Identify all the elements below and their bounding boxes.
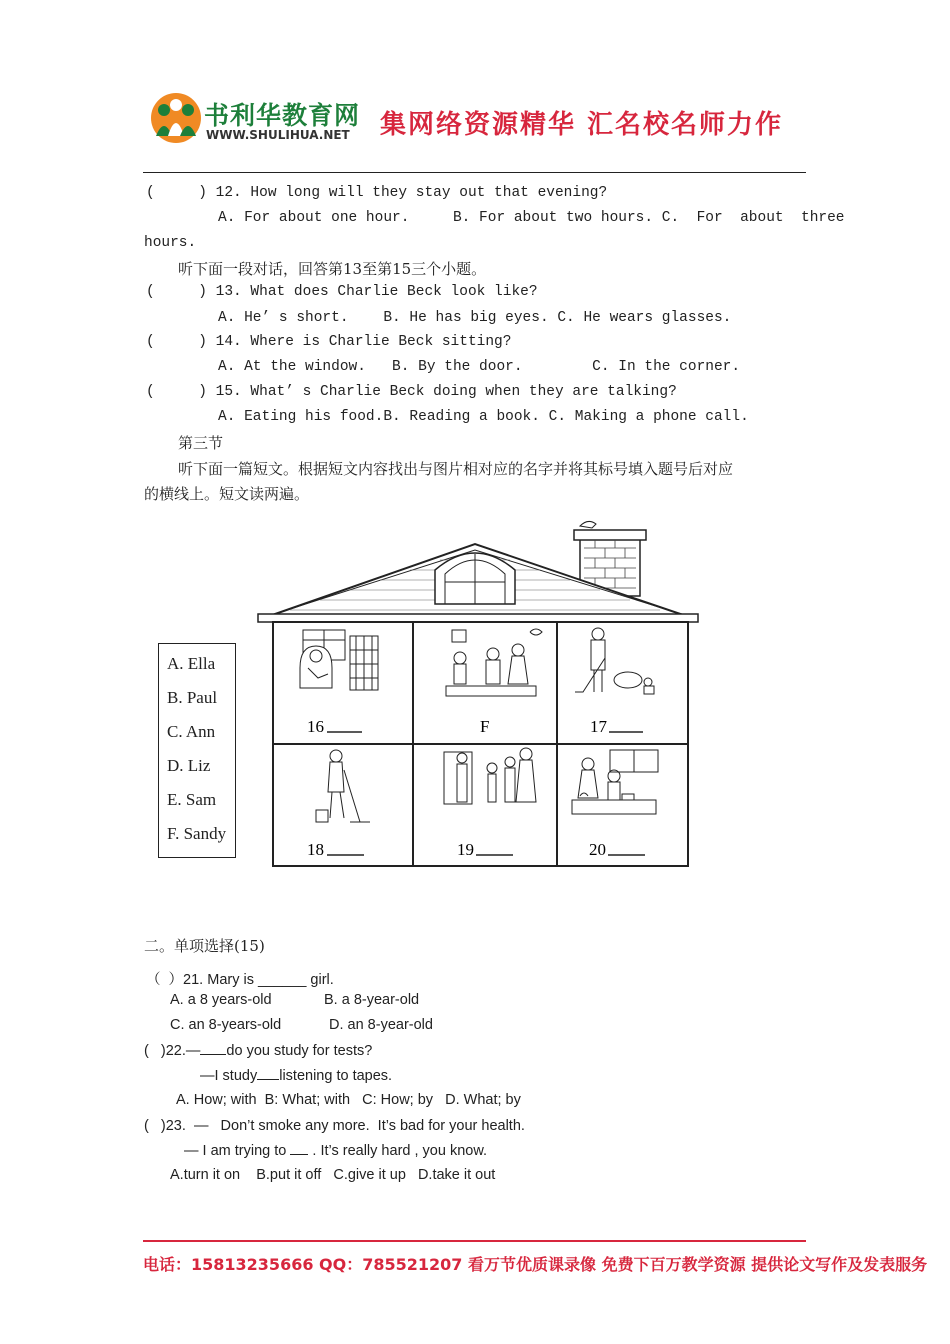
q15-options: A. Eating his food.B. Reading a book. C. Making a phone call.: [218, 409, 749, 425]
q22-blank-1: [200, 1054, 226, 1055]
section3-title: 第三节: [178, 434, 224, 452]
q12-options: A. For about one hour. B. For about two hours. C. For about three: [218, 210, 845, 226]
q21-option-a: A. a 8 years-old: [170, 992, 272, 1008]
names-box: [158, 643, 236, 858]
name-option-d: D. Liz: [167, 756, 211, 775]
q23-reply: [184, 1143, 487, 1159]
house-illustration: [250, 518, 710, 868]
room-label-16: 16: [307, 717, 324, 736]
q22-stem: [144, 1043, 372, 1059]
q13-stem: ( ) 13. What does Charlie Beck look like?: [146, 284, 538, 300]
q22-reply: [200, 1068, 392, 1084]
instruction-13-15: 听下面一段对话，回答第13至第15三个小题。: [178, 260, 487, 278]
q22-options: A. How; with B: What; with C: How; by D. What; by: [176, 1092, 521, 1108]
logo-people-icon: [150, 92, 202, 144]
dormer-window-drawing: [435, 553, 515, 604]
footer-divider: [143, 1240, 806, 1242]
room-label-19: 19: [457, 840, 474, 859]
q22-reply-pre: —I study: [200, 1068, 258, 1084]
part2-title: 二。单项选择(15): [144, 937, 265, 955]
q23-stem: ( )23. — Don’t smoke any more. It’s bad for your health.: [144, 1118, 525, 1134]
footer-contact: 电话：15813235666 QQ：785521207 看万节优质课录像 免费下百万教学资源 提供论文写作及发表服务: [143, 1255, 928, 1274]
room-label-18: 18: [307, 840, 324, 859]
q22-stem-post: do you study for tests?: [226, 1043, 373, 1059]
q23-options: A.turn it on B.put it off C.give it up D.take it out: [170, 1167, 496, 1183]
room-label-17: 17: [590, 717, 607, 736]
q22-blank-2: [257, 1079, 279, 1080]
q15-stem: ( ) 15. What’ s Charlie Beck doing when they are talking?: [146, 384, 677, 400]
name-option-e: E. Sam: [167, 790, 217, 809]
header-divider: [143, 172, 806, 173]
name-option-f: F. Sandy: [167, 824, 227, 843]
section3-instruction-line2: 的横线上。短文读两遍。: [144, 485, 310, 503]
name-option-b: B. Paul: [167, 688, 218, 707]
room-label-f: F: [480, 717, 490, 736]
room-label-20: 20: [589, 840, 606, 859]
q14-stem: ( ) 14. Where is Charlie Beck sitting?: [146, 334, 512, 350]
q12-options-wrap: hours.: [144, 235, 197, 251]
q21-option-d: D. an 8-year-old: [329, 1017, 433, 1033]
logo-url: WWW.SHULIHUA.NET: [206, 128, 350, 142]
q14-options: A. At the window. B. By the door. C. In the corner.: [218, 359, 741, 375]
q12-stem: ( ) 12. How long will they stay out that evening?: [146, 185, 608, 201]
header-logo: [150, 92, 360, 150]
name-option-a: A. Ella: [167, 654, 216, 673]
name-option-c: C. Ann: [167, 722, 216, 741]
q21-option-c: C. an 8-years-old: [170, 1017, 282, 1033]
q23-reply-pre: — I am trying to: [184, 1143, 287, 1159]
q21-stem: （ ）21. Mary is ______ girl.: [146, 972, 334, 988]
q22-reply-post: listening to tapes.: [279, 1068, 393, 1084]
q23-reply-post: . It’s really hard , you know.: [312, 1143, 488, 1159]
q23-blank: [290, 1154, 308, 1155]
section3-instruction-line1: 听下面一篇短文。根据短文内容找出与图片相对应的名字并将其标号填入题号后对应: [178, 460, 734, 478]
q21-option-b: B. a 8-year-old: [324, 992, 420, 1008]
logo-title: 书利华教育网: [204, 101, 361, 130]
q22-stem-pre: ( )22.—: [144, 1043, 201, 1059]
header-slogan: 集网络资源精华 汇名校名师力作: [380, 110, 784, 140]
q13-options: A. He’ s short. B. He has big eyes. C. He wears glasses.: [218, 310, 732, 326]
